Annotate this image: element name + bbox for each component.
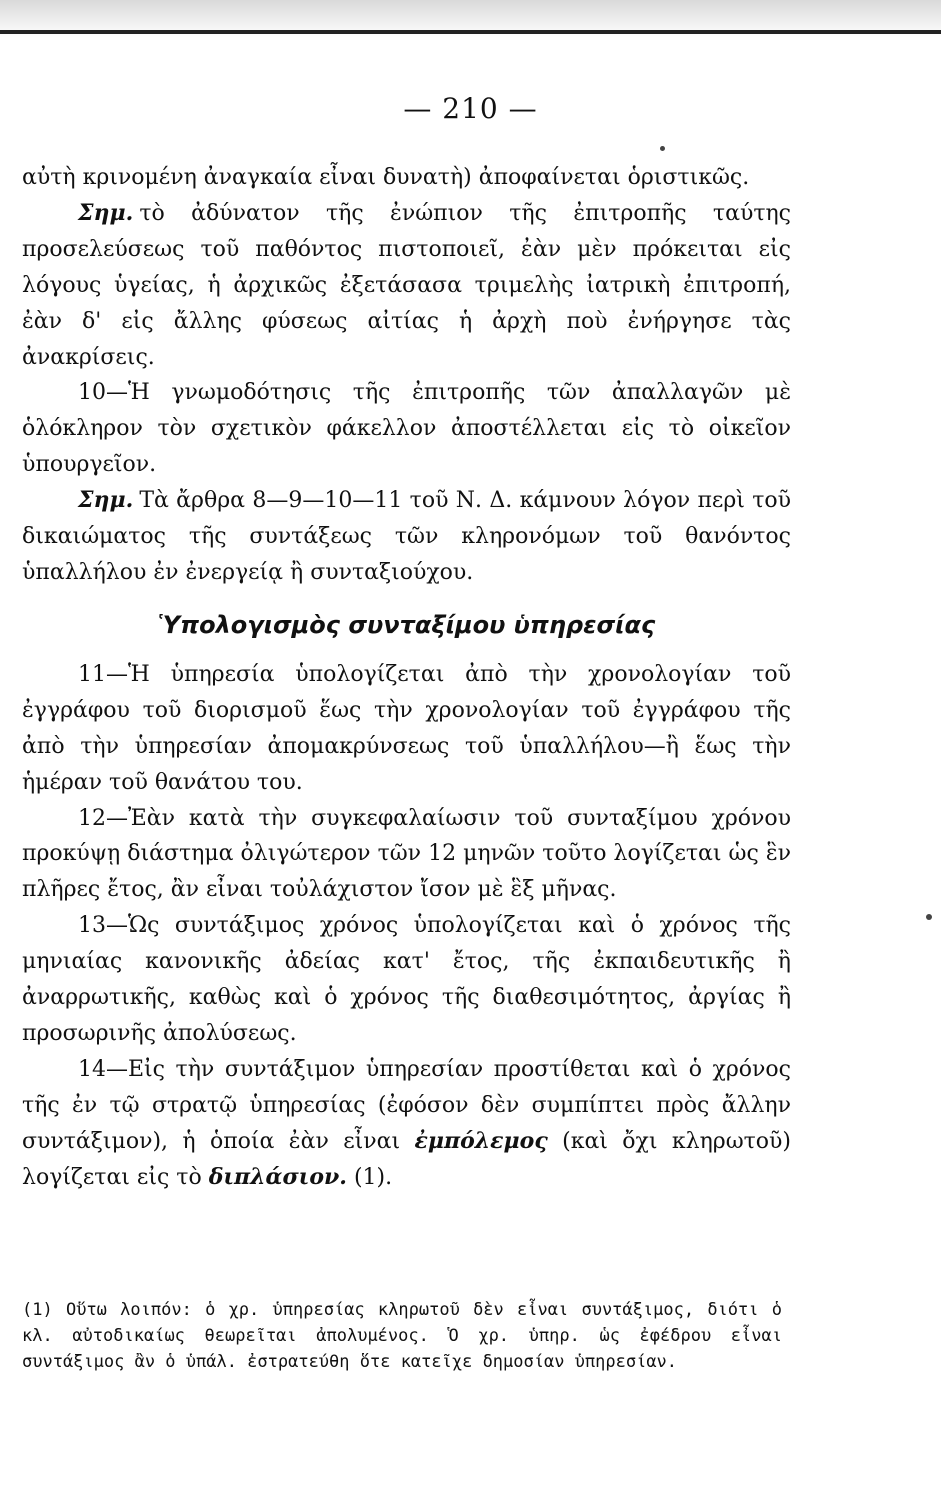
note-text: τὸ ἀδύνατον τῆς ἐνώπιον τῆς ἐπιτροπῆς ταύτης προσελεύσεως τοῦ παθόντος πιστοποιεῖ, ἐὰν μὲν πρόκειται εἰς λόγους ὑγείας, ἡ ἀρχικῶς ἐξετάσασα τριμελὴς ἰατρικὴ ἐπιτροπή, ἐὰν δ' εἰς ἄλλης φύσεως αἰτίας ἡ ἀρχὴ ποὺ ἐνήργησε τὰς ἀνακρίσεις. [22, 200, 791, 370]
note-paragraph [22, 196, 791, 376]
article-14-text-b: (καὶ ὄχι κληρωτοῦ) λογίζεται εἰς τὸ [22, 1128, 792, 1190]
article-14-text-a: 14—Εἰς τὴν συντάξιμον ὑπηρεσίαν προστίθεται καὶ ὁ χρόνος τῆς ἐν τῷ στρατῷ ὑπηρεσίας (ἐφόσον δὲν συμπίπτει πρὸς ἄλλην συντάξιμον), ἡ ὁποία ἐὰν εἶναι [22, 1056, 791, 1154]
page-number: — 210 — [403, 92, 538, 125]
article-10-paragraph: 10—Ἡ γνωμοδότησις τῆς ἐπιτροπῆς τῶν ἀπαλλαγῶν μὲ ὁλόκληρον τὸν σχετικὸν φάκελλον ἀποστέλλεται εἰς τὸ οἰκεῖον ὑπουργεῖον. [22, 380, 791, 478]
note-text: Τὰ ἄρθρα 8—9—10—11 τοῦ Ν. Δ. κάμνουν λόγον περὶ τοῦ δικαιώματος τῆς συντάξεως τῶν κληρονόμων τοῦ θανόντος ὑπαλλήλου ἐν ἐνεργείᾳ ἢ συνταξιούχου. [22, 488, 791, 585]
emphasized-term: ἐμπόλεμος [414, 1127, 548, 1154]
note-paragraph [22, 483, 791, 591]
ink-speck [660, 146, 665, 151]
section-heading: Ὑπολογισμὸς συνταξίμου ὑπηρεσίας [157, 610, 656, 639]
paragraph-continuation: αὐτὴ κρινομένη ἀναγκαία εἶναι δυνατὴ) ἀποφαίνεται ὁριστικῶς. [22, 165, 750, 190]
body-text [22, 160, 791, 1195]
article-12-paragraph: 12—Ἐὰν κατὰ τὴν συγκεφαλαίωσιν τοῦ συνταξίμου χρόνου προκύψῃ διάστημα ὀλιγώτερον τῶν 12 μηνῶν τοῦτο λογίζεται ὡς ἓν πλῆρες ἔτος, ἂν εἶναι τοὐλάχιστον ἴσον μὲ ἓξ μῆνας. [22, 805, 791, 903]
note-label: Σημ. [78, 487, 134, 514]
article-11-paragraph: 11—Ἡ ὑπηρεσία ὑπολογίζεται ἀπὸ τὴν χρονολογίαν τοῦ ἐγγράφου τοῦ διορισμοῦ ἕως τὴν χρονολογίαν τοῦ ἐγγράφου τῆς ἀπὸ τὴν ὑπηρεσίαν ἀπομακρύνσεως τοῦ ὑπαλλήλου—ἢ ἕως τὴν ἡμέραν τοῦ θανάτου του. [22, 661, 791, 795]
footnote [22, 1297, 782, 1375]
footnote-text: (1) Οὕτω λοιπόν: ὁ χρ. ὑπηρεσίας κληρωτοῦ δὲν εἶναι συντάξιμος, διότι ὁ κλ. αὐτοδικαίως θεωρεῖται ἀπολυμένος. Ὁ χρ. ὑπηρ. ὡς ἐφέδρου εἶναι συντάξιμος ἂν ὁ ὑπάλ. ἐστρατεύθη ὅτε κατεῖχε δημοσίαν ὑπηρεσίαν. [22, 1300, 782, 1372]
ink-speck [926, 914, 932, 920]
note-label: Σημ. [78, 199, 134, 226]
article-13-paragraph: 13—Ὡς συντάξιμος χρόνος ὑπολογίζεται καὶ ὁ χρόνος τῆς μηνιαίας κανονικῆς ἀδείας κατ' ἔτος, τῆς ἐκπαιδευτικῆς ἢ ἀναρρωτικῆς, καθὼς καὶ ὁ χρόνος τῆς διαθεσιμότητος, ἀργίας ἢ προσωρινῆς ἀπολύσεως. [22, 913, 791, 1046]
footnote-reference: (1). [353, 1164, 393, 1190]
emphasized-term: διπλάσιον. [208, 1163, 347, 1190]
article-14-paragraph [22, 1052, 791, 1196]
